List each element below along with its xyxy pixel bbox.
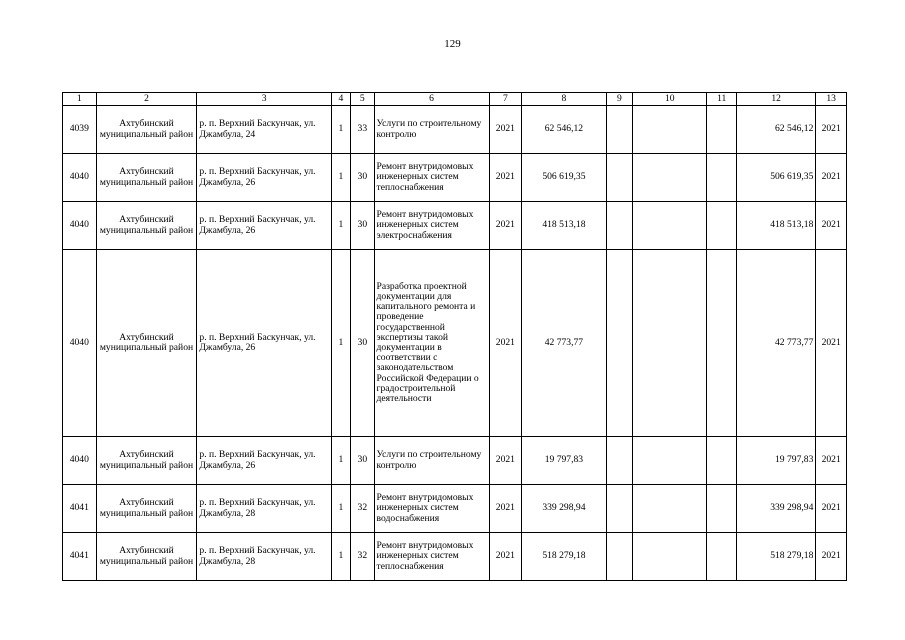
table-row bbox=[63, 106, 847, 154]
column-9-cell bbox=[606, 533, 632, 581]
work-type-cell: Разработка проектной документации для капитального ремонта и проведение государственной экспертизы такой документации в соответствии с законодательством Российской Федерации о градостроительной деятельности bbox=[374, 250, 489, 437]
table-row bbox=[63, 250, 847, 437]
district-cell: Ахтубинский муниципальный район bbox=[96, 437, 197, 485]
code-cell: 30 bbox=[351, 154, 374, 202]
row-number-cell: 4040 bbox=[63, 154, 97, 202]
work-type-cell: Услуги по строительному контролю bbox=[374, 437, 489, 485]
total-amount-cell: 518 279,18 bbox=[736, 533, 815, 581]
column-header: 13 bbox=[816, 93, 847, 106]
column-11-cell bbox=[707, 437, 737, 485]
row-number-cell: 4040 bbox=[63, 437, 97, 485]
column-11-cell bbox=[707, 533, 737, 581]
column-11-cell bbox=[707, 106, 737, 154]
table-row bbox=[63, 154, 847, 202]
register-table bbox=[62, 92, 847, 581]
count-cell: 1 bbox=[331, 437, 350, 485]
address-cell: р. п. Верхний Баскунчак, ул. Джамбула, 26 bbox=[197, 250, 331, 437]
header-row bbox=[63, 93, 847, 106]
amount-cell: 518 279,18 bbox=[522, 533, 607, 581]
row-number-cell: 4041 bbox=[63, 533, 97, 581]
column-header: 9 bbox=[606, 93, 632, 106]
code-cell: 32 bbox=[351, 533, 374, 581]
row-number-cell: 4040 bbox=[63, 250, 97, 437]
end-year-cell: 2021 bbox=[816, 437, 847, 485]
table-row bbox=[63, 533, 847, 581]
total-amount-cell: 42 773,77 bbox=[736, 250, 815, 437]
column-10-cell bbox=[633, 485, 707, 533]
year-cell: 2021 bbox=[489, 437, 522, 485]
column-9-cell bbox=[606, 437, 632, 485]
work-type-cell: Услуги по строительному контролю bbox=[374, 106, 489, 154]
total-amount-cell: 339 298,94 bbox=[736, 485, 815, 533]
district-cell: Ахтубинский муниципальный район bbox=[96, 533, 197, 581]
column-9-cell bbox=[606, 250, 632, 437]
row-number-cell: 4041 bbox=[63, 485, 97, 533]
district-cell: Ахтубинский муниципальный район bbox=[96, 485, 197, 533]
address-cell: р. п. Верхний Баскунчак, ул. Джамбула, 28 bbox=[197, 485, 331, 533]
table-row bbox=[63, 485, 847, 533]
code-cell: 30 bbox=[351, 437, 374, 485]
end-year-cell: 2021 bbox=[816, 202, 847, 250]
end-year-cell: 2021 bbox=[816, 533, 847, 581]
address-cell: р. п. Верхний Баскунчак, ул. Джамбула, 26 bbox=[197, 437, 331, 485]
column-11-cell bbox=[707, 154, 737, 202]
table-row bbox=[63, 202, 847, 250]
column-10-cell bbox=[633, 202, 707, 250]
column-9-cell bbox=[606, 485, 632, 533]
table-row bbox=[63, 437, 847, 485]
column-header: 3 bbox=[197, 93, 331, 106]
column-9-cell bbox=[606, 202, 632, 250]
work-type-cell: Ремонт внутридомовых инженерных систем теплоснабжения bbox=[374, 533, 489, 581]
address-cell: р. п. Верхний Баскунчак, ул. Джамбула, 28 bbox=[197, 533, 331, 581]
total-amount-cell: 506 619,35 bbox=[736, 154, 815, 202]
column-header: 4 bbox=[331, 93, 350, 106]
column-10-cell bbox=[633, 533, 707, 581]
column-header: 8 bbox=[522, 93, 607, 106]
count-cell: 1 bbox=[331, 485, 350, 533]
work-type-cell: Ремонт внутридомовых инженерных систем электроснабжения bbox=[374, 202, 489, 250]
column-10-cell bbox=[633, 154, 707, 202]
district-cell: Ахтубинский муниципальный район bbox=[96, 202, 197, 250]
year-cell: 2021 bbox=[489, 250, 522, 437]
address-cell: р. п. Верхний Баскунчак, ул. Джамбула, 26 bbox=[197, 202, 331, 250]
column-10-cell bbox=[633, 250, 707, 437]
year-cell: 2021 bbox=[489, 485, 522, 533]
column-11-cell bbox=[707, 485, 737, 533]
work-type-cell: Ремонт внутридомовых инженерных систем теплоснабжения bbox=[374, 154, 489, 202]
code-cell: 30 bbox=[351, 250, 374, 437]
address-cell: р. п. Верхний Баскунчак, ул. Джамбула, 24 bbox=[197, 106, 331, 154]
code-cell: 32 bbox=[351, 485, 374, 533]
amount-cell: 506 619,35 bbox=[522, 154, 607, 202]
amount-cell: 62 546,12 bbox=[522, 106, 607, 154]
amount-cell: 418 513,18 bbox=[522, 202, 607, 250]
code-cell: 33 bbox=[351, 106, 374, 154]
end-year-cell: 2021 bbox=[816, 485, 847, 533]
amount-cell: 42 773,77 bbox=[522, 250, 607, 437]
total-amount-cell: 62 546,12 bbox=[736, 106, 815, 154]
column-11-cell bbox=[707, 202, 737, 250]
page-number: 129 bbox=[444, 38, 461, 50]
column-header: 7 bbox=[489, 93, 522, 106]
column-header: 1 bbox=[63, 93, 97, 106]
column-10-cell bbox=[633, 106, 707, 154]
year-cell: 2021 bbox=[489, 533, 522, 581]
column-9-cell bbox=[606, 106, 632, 154]
district-cell: Ахтубинский муниципальный район bbox=[96, 154, 197, 202]
column-header: 6 bbox=[374, 93, 489, 106]
column-10-cell bbox=[633, 437, 707, 485]
count-cell: 1 bbox=[331, 250, 350, 437]
column-11-cell bbox=[707, 250, 737, 437]
district-cell: Ахтубинский муниципальный район bbox=[96, 250, 197, 437]
year-cell: 2021 bbox=[489, 154, 522, 202]
column-header: 5 bbox=[351, 93, 374, 106]
total-amount-cell: 19 797,83 bbox=[736, 437, 815, 485]
work-type-cell: Ремонт внутридомовых инженерных систем водоснабжения bbox=[374, 485, 489, 533]
year-cell: 2021 bbox=[489, 106, 522, 154]
code-cell: 30 bbox=[351, 202, 374, 250]
count-cell: 1 bbox=[331, 154, 350, 202]
year-cell: 2021 bbox=[489, 202, 522, 250]
count-cell: 1 bbox=[331, 533, 350, 581]
end-year-cell: 2021 bbox=[816, 250, 847, 437]
column-9-cell bbox=[606, 154, 632, 202]
column-header: 2 bbox=[96, 93, 197, 106]
district-cell: Ахтубинский муниципальный район bbox=[96, 106, 197, 154]
amount-cell: 19 797,83 bbox=[522, 437, 607, 485]
row-number-cell: 4039 bbox=[63, 106, 97, 154]
end-year-cell: 2021 bbox=[816, 154, 847, 202]
row-number-cell: 4040 bbox=[63, 202, 97, 250]
column-header: 10 bbox=[633, 93, 707, 106]
count-cell: 1 bbox=[331, 202, 350, 250]
count-cell: 1 bbox=[331, 106, 350, 154]
column-header: 12 bbox=[736, 93, 815, 106]
address-cell: р. п. Верхний Баскунчак, ул. Джамбула, 26 bbox=[197, 154, 331, 202]
end-year-cell: 2021 bbox=[816, 106, 847, 154]
amount-cell: 339 298,94 bbox=[522, 485, 607, 533]
total-amount-cell: 418 513,18 bbox=[736, 202, 815, 250]
column-header: 11 bbox=[707, 93, 737, 106]
